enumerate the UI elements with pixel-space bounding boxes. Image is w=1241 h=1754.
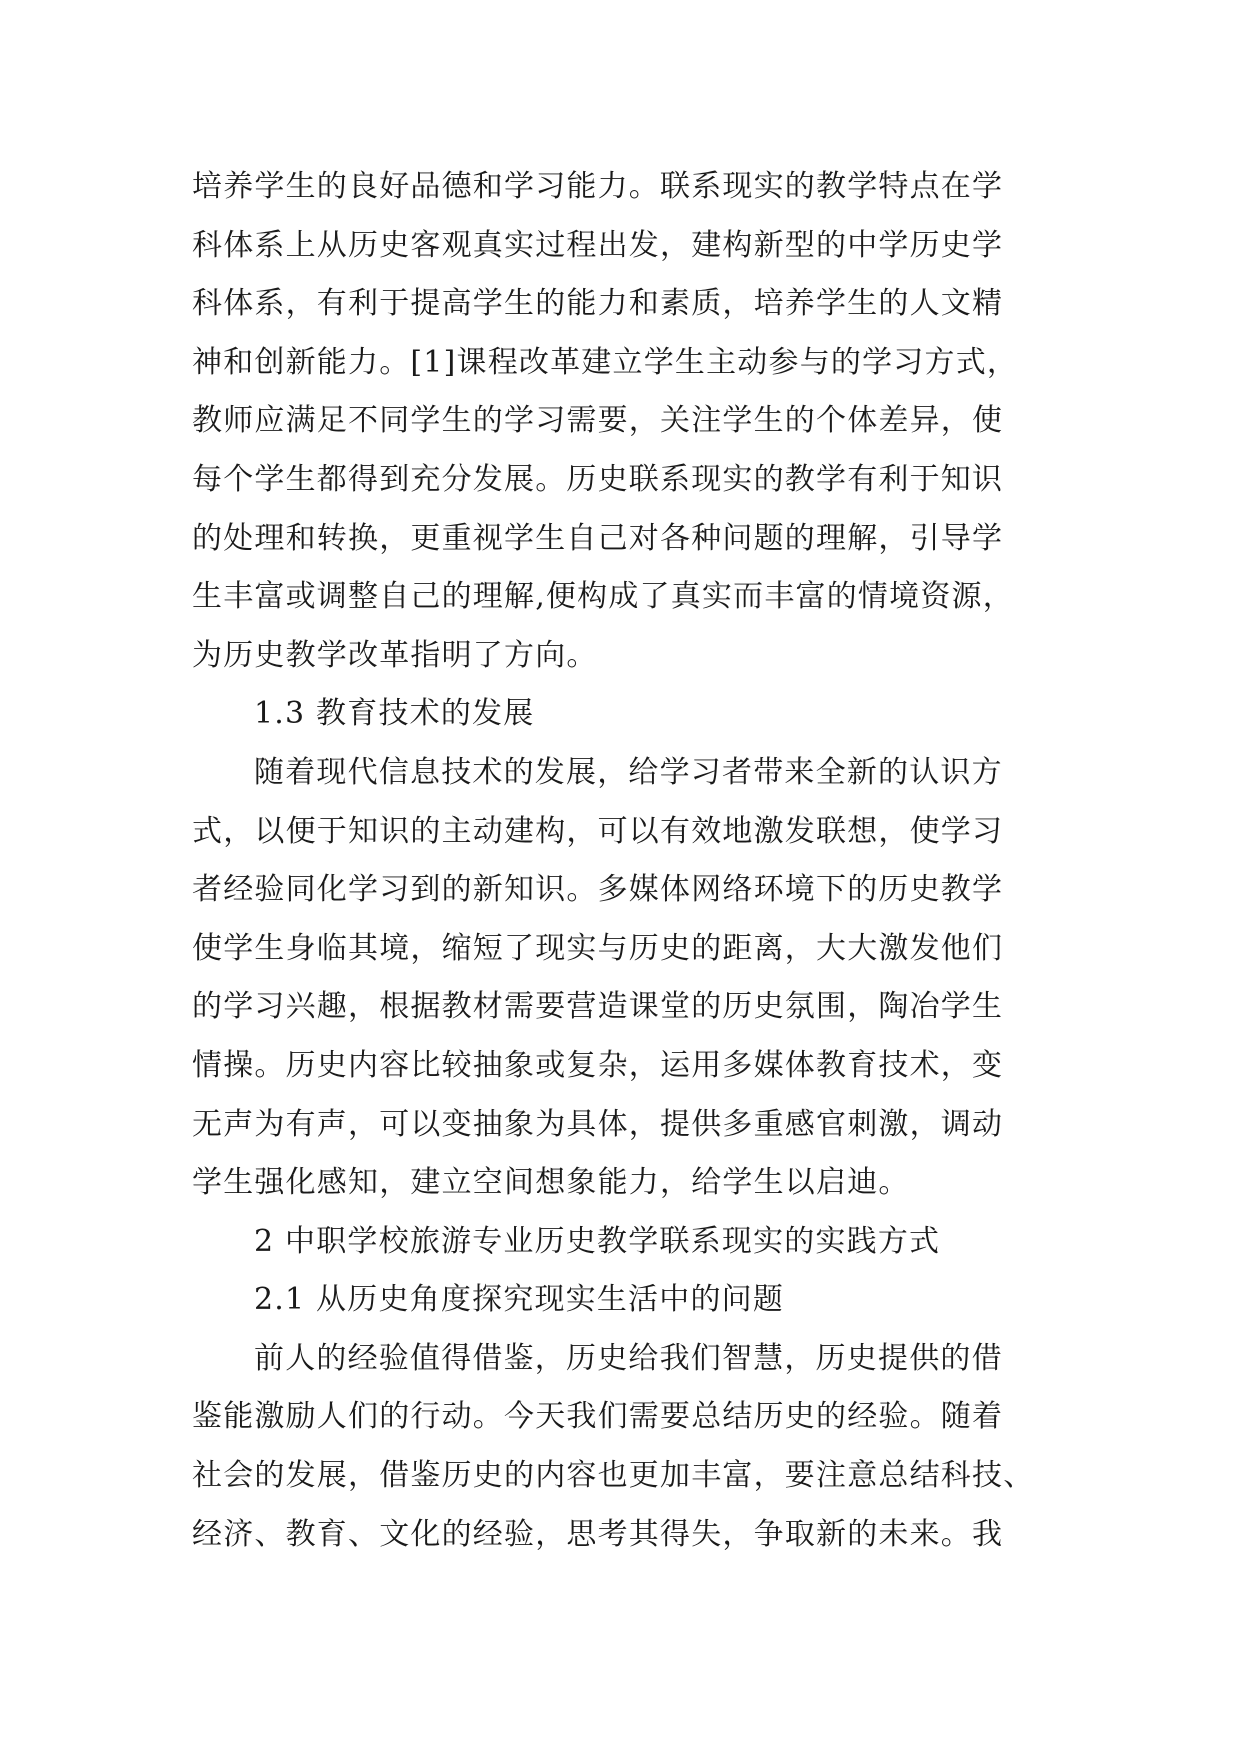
text-line: 情操。历史内容比较抽象或复杂，运用多媒体教育技术，变 [192,1047,1004,1083]
text-line: 教师应满足不同学生的学习需要，关注学生的个体差异，使 [192,403,1004,439]
paragraph-start-line: 随着现代信息技术的发展，给学习者带来全新的认识方 [254,754,1003,790]
text-line: 的学习兴趣，根据教材需要营造课堂的历史氛围，陶冶学生 [192,989,1004,1025]
text-line: 的处理和转换，更重视学生自己对各种问题的理解，引导学 [192,520,1004,556]
text-line: 使学生身临其境，缩短了现实与历史的距离，大大激发他们 [192,930,1004,966]
section-heading: 2 中职学校旅游专业历史教学联系现实的实践方式 [254,1223,941,1259]
text-line: 鉴能激励人们的行动。今天我们需要总结历史的经验。随着 [192,1399,1004,1435]
section-heading: 2.1 从历史角度探究现实生活中的问题 [254,1282,785,1318]
text-line: 科体系，有利于提高学生的能力和素质，培养学生的人文精 [192,286,1004,322]
body-text [192,158,1044,1564]
text-line: 为历史教学改革指明了方向。 [192,637,598,673]
text-line: 每个学生都得到充分发展。历史联系现实的教学有利于知识 [192,461,1004,497]
paragraph-start-line: 前人的经验值得借鉴，历史给我们智慧，历史提供的借 [254,1340,1003,1376]
text-line: 无声为有声，可以变抽象为具体，提供多重感官刺激，调动 [192,1106,1004,1142]
text-line: 社会的发展，借鉴历史的内容也更加丰富，要注意总结科技、 [192,1458,1035,1494]
text-line: 培养学生的良好品德和学习能力。联系现实的教学特点在学 [192,169,1004,204]
text-line: 生丰富或调整自己的理解,便构成了真实而丰富的情境资源， [192,579,1014,615]
text-line: 者经验同化学习到的新知识。多媒体网络环境下的历史教学 [192,872,1004,908]
text-line: 式，以便于知识的主动建构，可以有效地激发联想，使学习 [192,813,1004,849]
text-line: 经济、教育、文化的经验，思考其得失，争取新的未来。我 [192,1516,1004,1552]
text-line: 神和创新能力。[1]课程改革建立学生主动参与的学习方式， [192,344,1019,380]
section-heading: 1.3 教育技术的发展 [254,696,535,732]
text-line: 科体系上从历史客观真实过程出发，建构新型的中学历史学 [192,227,1004,263]
text-line: 学生强化感知，建立空间想象能力，给学生以启迪。 [192,1165,910,1201]
